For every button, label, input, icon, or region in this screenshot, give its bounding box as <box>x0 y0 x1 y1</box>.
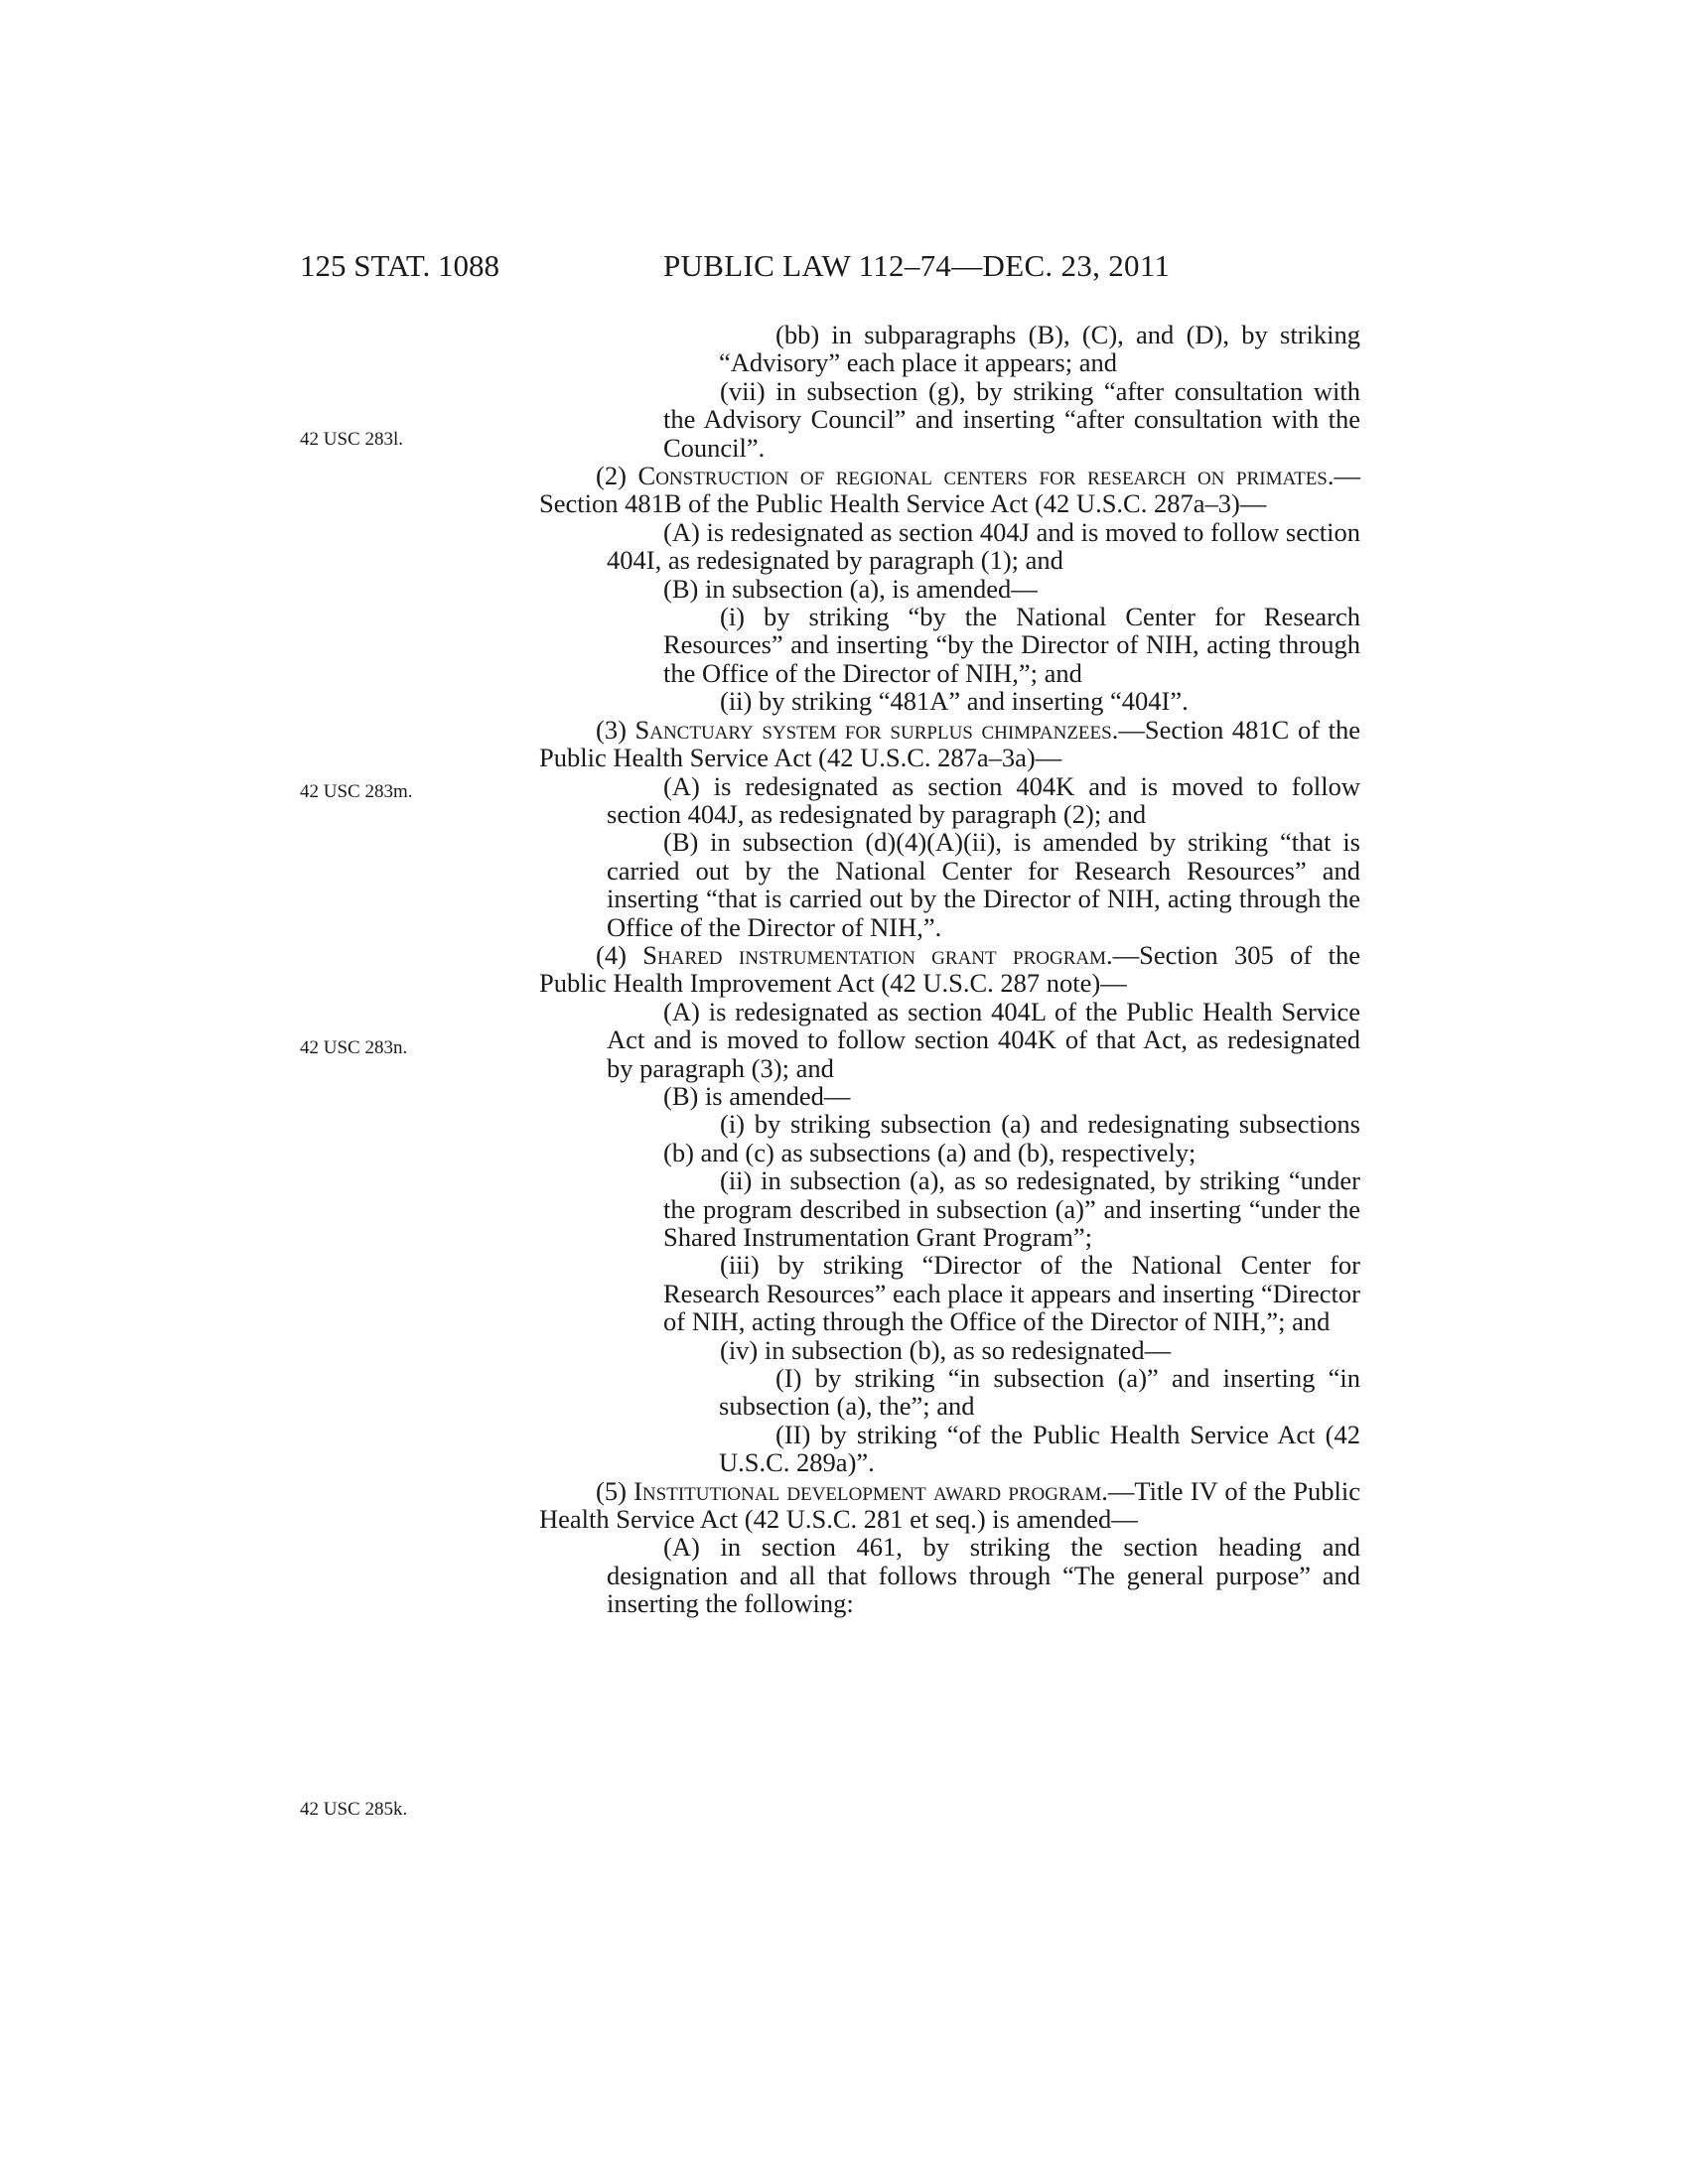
paragraph-4-heading: (4) Shared instrumentation grant program. <box>596 939 1113 970</box>
paragraph-4-text: —Section 305 of the Public Health Improvement Act (42 U.S.C. 287 note)— <box>539 939 1361 999</box>
paragraph-4-B-iv-II: (II) by striking “of the Public Health Service Act (42 U.S.C. 289a)”. <box>719 1419 1360 1478</box>
paragraph-2-A: (A) is redesignated as section 404J and is moved to follow section 404I, as redesignated by paragraph (1); and <box>607 516 1360 576</box>
paragraph-4-B-iv-I: (I) by striking “in subsection (a)” and inserting “in subsection (a), the”; and <box>719 1363 1360 1422</box>
paragraph-4-B: (B) is amended— <box>663 1080 851 1111</box>
paragraph-5-text: —Title IV of the Public Health Service Act (42 U.S.C. 281 et seq.) is amended— <box>539 1475 1361 1535</box>
margin-note-285k: 42 USC 285k. <box>300 1799 408 1820</box>
paragraph-3 <box>539 716 1360 772</box>
paragraph-3-A: (A) is redesignated as section 404K and is moved to follow section 404J, as redesignated by paragraph (2); and <box>607 770 1360 829</box>
statute-body <box>539 321 1360 1618</box>
paragraph-5-heading: (5) Institutional development award program. <box>596 1475 1108 1506</box>
paragraph-3-heading: (3) Sanctuary system for surplus chimpanzees. <box>596 714 1119 745</box>
paragraph-4-B-iii: (iii) by striking “Director of the National Center for Research Resources” each place it appears and inserting “Director of NIH, acting through the Office of the Director of NIH,”; and <box>663 1250 1360 1337</box>
public-law-title: PUBLIC LAW 112–74—DEC. 23, 2011 <box>663 248 1171 283</box>
clause-vii: (vii) in subsection (g), by striking “after consultation with the Advisory Council” and inserting “after consultation with the Council”. <box>663 375 1360 463</box>
clause-bb: (bb) in subparagraphs (B), (C), and (D), by striking “Advisory” each place it appears; and <box>719 320 1360 378</box>
paragraph-4-B-iv: (iv) in subsection (b), as so redesignated— <box>720 1334 1172 1365</box>
paragraph-2-B-i: (i) by striking “by the National Center for Research Resources” and inserting “by the Director of NIH, acting through the Office of the Director of NIH,”; and <box>663 602 1360 688</box>
paragraph-2-B-ii: (ii) by striking “481A” and inserting “404I”. <box>720 686 1189 717</box>
paragraph-4-B-ii: (ii) in subsection (a), as so redesignated, by striking “under the program described in subsection (a)” and inserting “under the Shared Instrumentation Grant Program”; <box>663 1165 1360 1252</box>
paragraph-4 <box>539 941 1360 998</box>
paragraph-2-text: —Section 481B of the Public Health Service Act (42 U.S.C. 287a–3)— <box>539 461 1360 519</box>
paragraph-3-B: (B) in subsection (d)(4)(A)(ii), is amended by striking “that is carried out by the National Center for Research Resources” and inserting “that is carried out by the Director of NIH, acting through the Office of the Director of NIH,”. <box>607 827 1360 942</box>
statute-page-number: 125 STAT. 1088 <box>300 248 500 283</box>
paragraph-4-A: (A) is redesignated as section 404L of the Public Health Service Act and is moved to follow section 404K of that Act, as redesignated by paragraph (3); and <box>607 996 1360 1083</box>
margin-note-283m: 42 USC 283m. <box>300 781 413 802</box>
paragraph-5-A: (A) in section 461, by striking the section heading and designation and all that follows through “The general purpose” and inserting the following: <box>607 1532 1360 1619</box>
margin-note-283n: 42 USC 283n. <box>300 1037 408 1058</box>
paragraph-2 <box>539 462 1360 518</box>
paragraph-2-B: (B) in subsection (a), is amended— <box>663 573 1038 604</box>
paragraph-4-B-i: (i) by striking subsection (a) and redesignating subsections (b) and (c) as subsections (a) and (b), respectively; <box>663 1109 1360 1167</box>
page-header <box>0 248 1688 288</box>
paragraph-5 <box>539 1477 1360 1534</box>
margin-note-283l: 42 USC 283l. <box>300 429 403 450</box>
paragraph-3-text: —Section 481C of the Public Health Service Act (42 U.S.C. 287a–3a)— <box>539 714 1360 773</box>
paragraph-2-heading: (2) Construction of regional centers for research on primates. <box>596 461 1335 491</box>
